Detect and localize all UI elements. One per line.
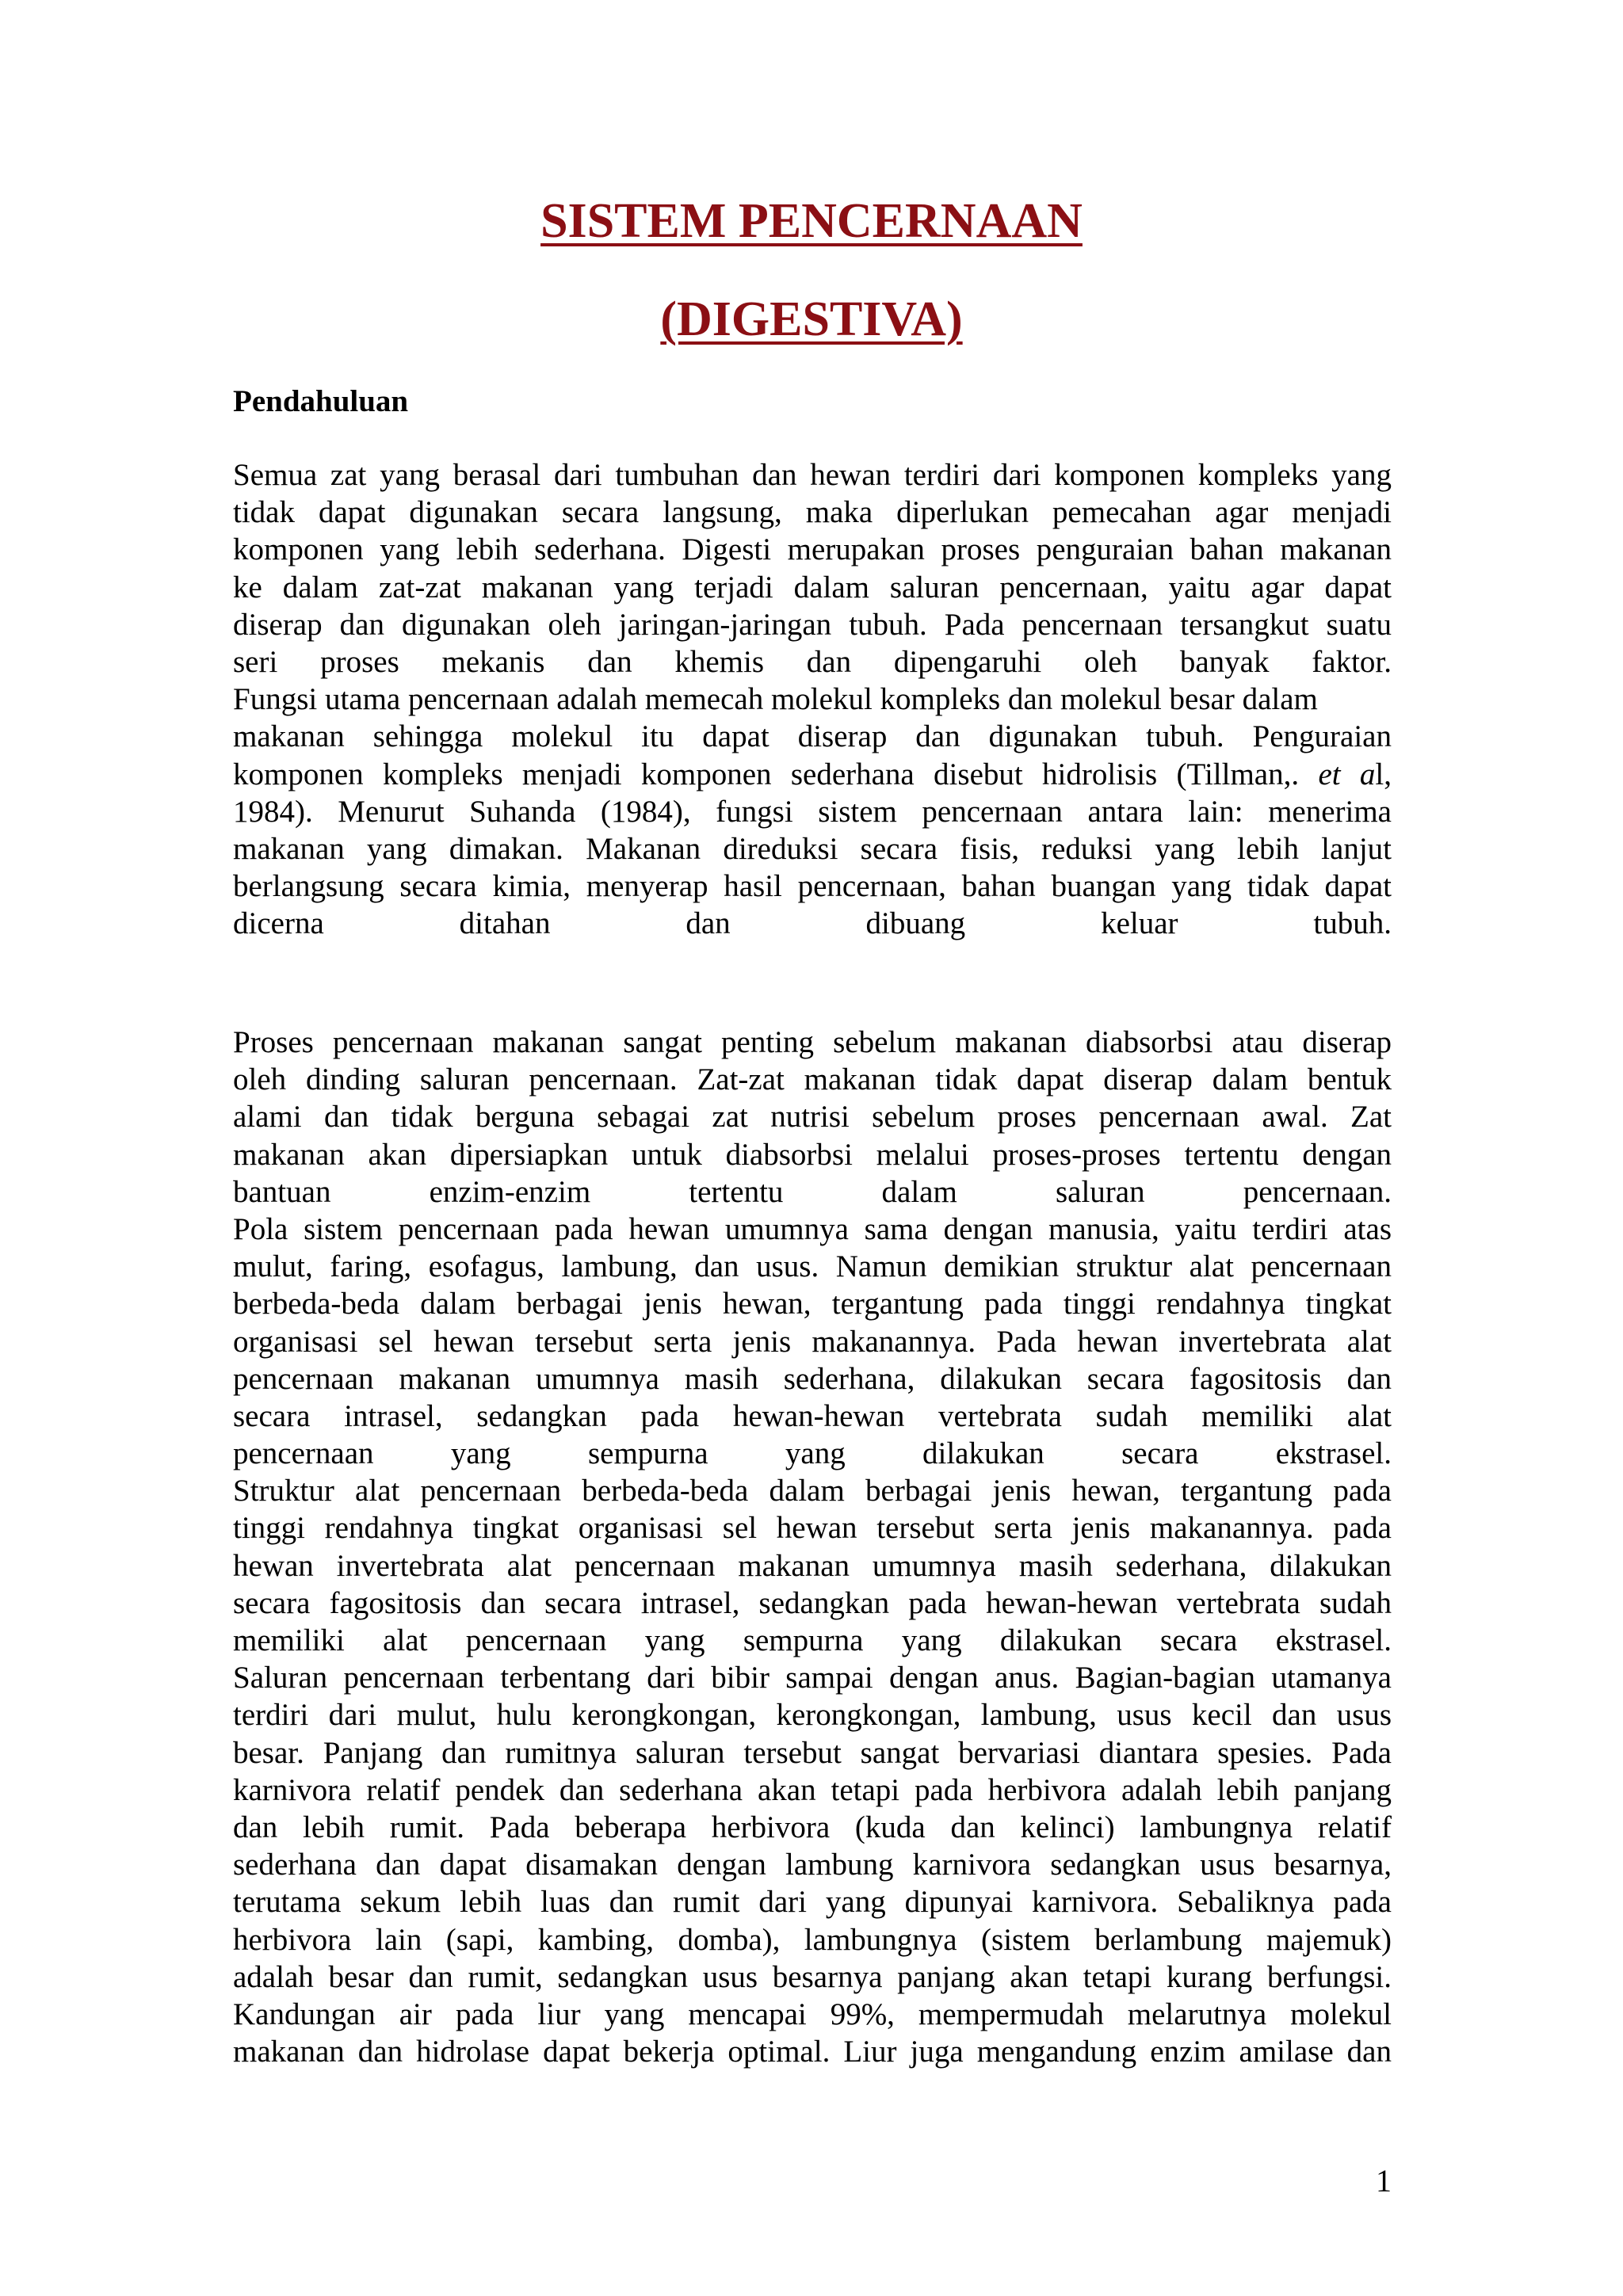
paragraph-1 (233, 456, 1392, 942)
paragraph-line: oleh dinding saluran pencernaan. Zat-zat makanan tidak dapat diserap dalam bentuk (233, 1062, 1392, 1097)
paragraph-line: terutama sekum lebih luas dan rumit dari yang dipunyai karnivora. Sebaliknya pada (233, 1885, 1392, 1920)
paragraph-line: tidak dapat digunakan secara langsung, maka diperlukan pemecahan agar menjadi (233, 495, 1392, 530)
paragraph-line: Kandungan air pada liur yang mencapai 99%, mempermudah melarutnya molekul (233, 1997, 1392, 2031)
paragraph-line: seri proses mekanis dan khemis dan dipengaruhi oleh banyak faktor. (233, 644, 1392, 679)
paragraph-line: pencernaan yang sempurna yang dilakukan secara ekstrasel. (233, 1436, 1392, 1471)
paragraph-line: Pola sistem pencernaan pada hewan umumnya sama dengan manusia, yaitu terdiri atas (233, 1211, 1392, 1246)
paragraph-line: besar. Panjang dan rumitnya saluran tersebut sangat bervariasi diantara spesies. Pada (233, 1735, 1392, 1770)
paragraph-line: ke dalam zat-zat makanan yang terjadi dalam saluran pencernaan, yaitu agar dapat (233, 570, 1392, 605)
paragraph-line: organisasi sel hewan tersebut serta jenis makanannya. Pada hewan invertebrata alat (233, 1324, 1392, 1359)
paragraph-line: Saluran pencernaan terbentang dari bibir sampai dengan anus. Bagian-bagian utamanya (233, 1661, 1392, 1695)
paragraph-line-italic: komponen kompleks menjadi komponen sederhana disebut hidrolisis (Tillman,. et al, (233, 757, 1392, 791)
paragraph-line: komponen yang lebih sederhana. Digesti merupakan proses penguraian bahan makanan (233, 532, 1392, 567)
paragraph-line: Fungsi utama pencernaan adalah memecah molekul kompleks dan molekul besar dalam (233, 682, 1318, 717)
document-title-text: SISTEM PENCERNAAN (540, 194, 1083, 248)
paragraph-line: Semua zat yang berasal dari tumbuhan dan hewan terdiri dari komponen kompleks yang (233, 458, 1392, 492)
paragraph-line: berlangsung secara kimia, menyerap hasil pencernaan, bahan buangan yang tidak dapat (233, 869, 1392, 904)
document-subtitle (0, 292, 1623, 347)
paragraph-line: berbeda-beda dalam berbagai jenis hewan, tergantung pada tinggi rendahnya tingkat (233, 1287, 1392, 1322)
paragraph-line: 1984). Menurut Suhanda (1984), fungsi sistem pencernaan antara lain: menerima (233, 794, 1392, 829)
paragraph-line: makanan sehingga molekul itu dapat diserap dan digunakan tubuh. Penguraian (233, 719, 1392, 754)
document-title (0, 193, 1623, 249)
paragraph-line: sederhana dan dapat disamakan dengan lambung karnivora sedangkan usus besarnya, (233, 1848, 1392, 1882)
paragraph-line: makanan dan hidrolase dapat bekerja optimal. Liur juga mengandung enzim amilase dan (233, 2035, 1392, 2069)
page-number: 1 (1376, 2163, 1392, 2199)
paragraph-line: secara fagositosis dan secara intrasel, sedangkan pada hewan-hewan vertebrata sudah (233, 1585, 1392, 1620)
paragraph-line: pencernaan makanan umumnya masih sederhana, dilakukan secara fagositosis dan (233, 1361, 1392, 1396)
paragraph-line: bantuan enzim-enzim tertentu dalam saluran pencernaan. (233, 1174, 1392, 1209)
paragraph-line: hewan invertebrata alat pencernaan makanan umumnya masih sederhana, dilakukan (233, 1548, 1392, 1583)
paragraph-line: makanan akan dipersiapkan untuk diabsorbsi melalui proses-proses tertentu dengan (233, 1137, 1392, 1172)
paragraph-line: dan lebih rumit. Pada beberapa herbivora (kuda dan kelinci) lambungnya relatif (233, 1810, 1392, 1844)
paragraph-line: makanan yang dimakan. Makanan direduksi secara fisis, reduksi yang lebih lanjut (233, 831, 1392, 866)
paragraph-line: karnivora relatif pendek dan sederhana akan tetapi pada herbivora adalah lebih panjang (233, 1772, 1392, 1807)
paragraph-line: herbivora lain (sapi, kambing, domba), lambungnya (sistem berlambung majemuk) (233, 1922, 1392, 1957)
paragraph-line: alami dan tidak berguna sebagai zat nutrisi sebelum proses pencernaan awal. Zat (233, 1100, 1392, 1135)
paragraph-line: Struktur alat pencernaan berbeda-beda dalam berbagai jenis hewan, tergantung pada (233, 1474, 1392, 1508)
paragraph-line: adalah besar dan rumit, sedangkan usus besarnya panjang akan tetapi kurang berfungsi. (233, 1959, 1392, 1994)
paragraph-line: memiliki alat pencernaan yang sempurna yang dilakukan secara ekstrasel. (233, 1623, 1392, 1657)
paragraph-line: tinggi rendahnya tingkat organisasi sel hewan tersebut serta jenis makanannya. pada (233, 1511, 1392, 1546)
paragraph-line: dicerna ditahan dan dibuang keluar tubuh. (233, 906, 1392, 941)
section-heading: Pendahuluan (233, 384, 409, 418)
paragraph-line: mulut, faring, esofagus, lambung, dan usus. Namun demikian struktur alat pencernaan (233, 1249, 1392, 1284)
paragraph-line: secara intrasel, sedangkan pada hewan-hewan vertebrata sudah memiliki alat (233, 1398, 1392, 1433)
paragraph-line: terdiri dari mulut, hulu kerongkongan, kerongkongan, lambung, usus kecil dan usus (233, 1698, 1392, 1733)
paragraph-line: diserap dan digunakan oleh jaringan-jaringan tubuh. Pada pencernaan tersangkut suatu (233, 607, 1392, 642)
paragraph-line: Proses pencernaan makanan sangat penting sebelum makanan diabsorbsi atau diserap (233, 1025, 1392, 1059)
document-subtitle-text: (DIGESTIVA) (660, 292, 963, 346)
paragraph-2 (233, 1024, 1392, 2070)
